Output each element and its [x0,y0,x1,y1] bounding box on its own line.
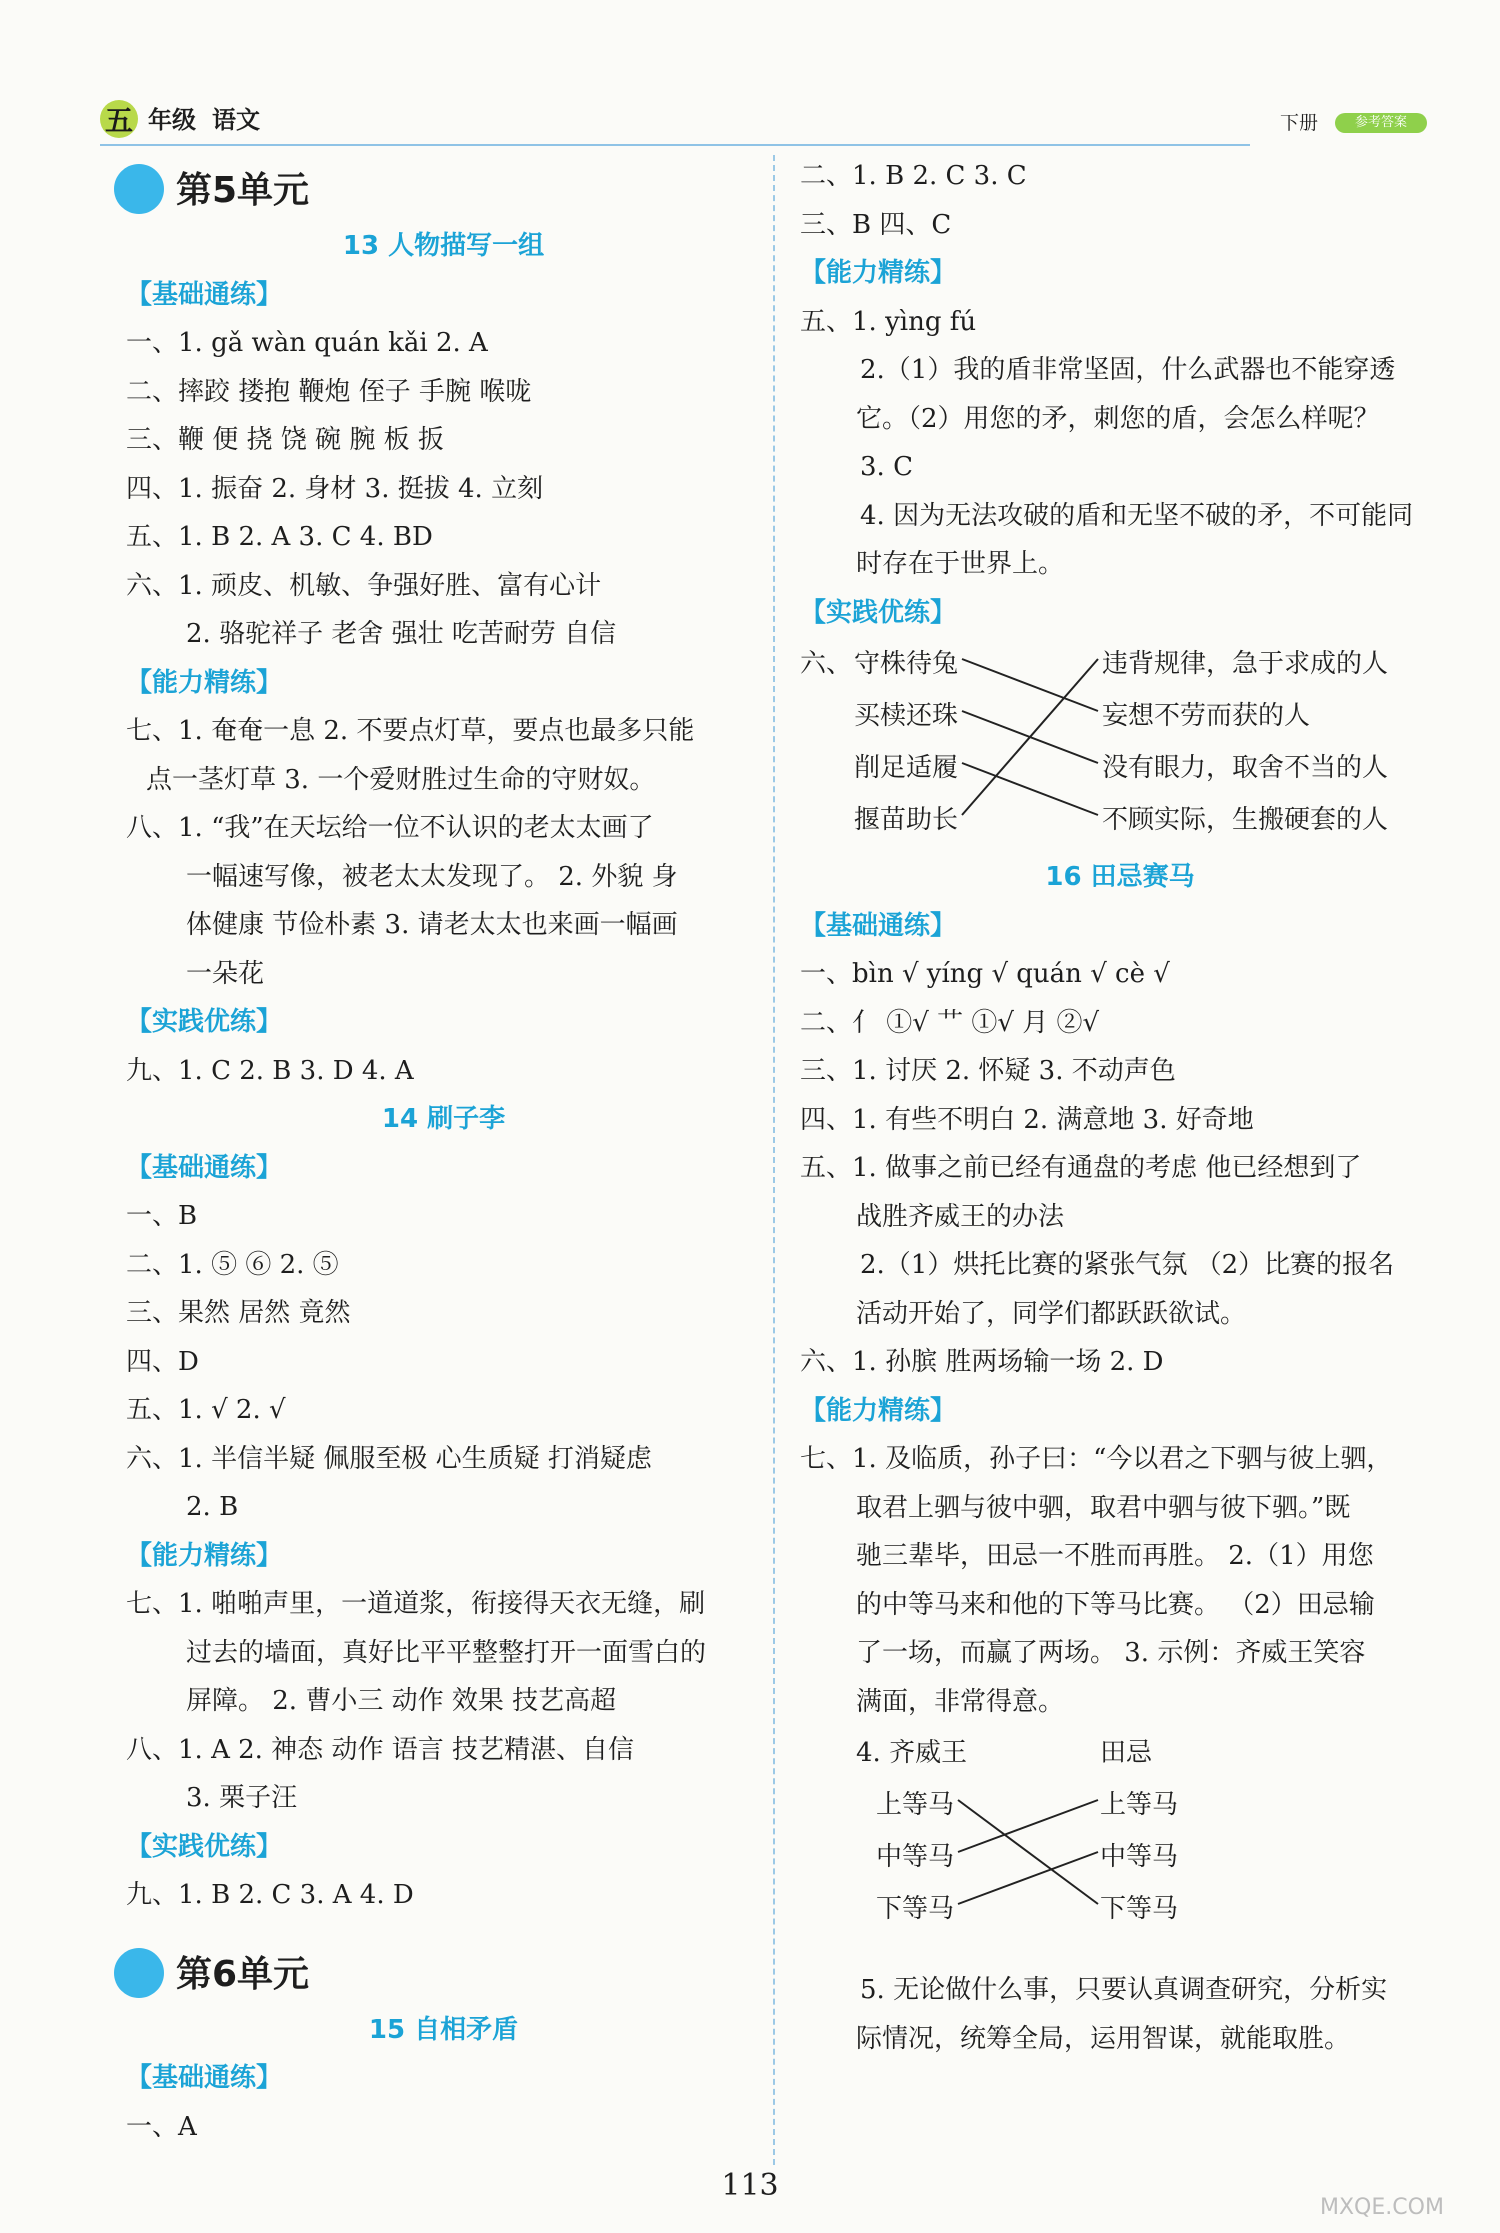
answer-line: 五、1. yìng fú [800,306,977,337]
match-right-item: 没有眼力，取舍不当的人 [1102,753,1389,783]
answer-line: 二、1. ⑤ ⑥ 2. ⑤ [126,1249,339,1280]
lesson-title: 15 自相矛盾 [368,2014,519,2045]
column-divider [773,155,775,2165]
answer-line: 五、1. 做事之前已经有通盘的考虑 他已经想到了 [800,1153,1362,1183]
unit-dot-icon [114,1948,164,1998]
unit-heading [114,156,761,220]
answer-line: 六、1. 孙膑 胜两场输一场 2. D [800,1347,1164,1377]
answer-line: 六、1. 顽皮、机敏、争强好胜、富有心计 [126,570,602,601]
answer-line: 三、果然 居然 竟然 [126,1298,351,1328]
horse-head-right: 田忌 [1100,1738,1153,1768]
answer-line: 3. 栗子汪 [186,1783,298,1813]
answer-line: 一、B [126,1201,198,1231]
answer-line: 活动开始了，同学们都跃跃欲试。 [856,1298,1247,1329]
unit-dot-icon [114,164,164,214]
section-heading: 【能力精练】 [126,1540,283,1571]
match-left-item: 买椟还珠 [854,701,959,731]
answer-line: 取君上驷与彼中驷，取君中驷与彼下驷。”既 [856,1492,1351,1523]
horse-left-item: 下等马 [876,1894,955,1924]
answer-line: 驰三辈毕，田忌一不胜而再胜。 2.（1）用您 [856,1541,1374,1571]
section-heading: 【实践优练】 [126,1007,283,1037]
match-left-item: 削足适履 [854,753,959,783]
answer-line: 三、1. 讨厌 2. 怀疑 3. 不动声色 [800,1056,1176,1086]
answer-line: 八、1. A 2. 神态 动作 语言 技艺精湛、自信 [126,1734,634,1765]
horse-right-item: 下等马 [1100,1894,1179,1924]
match-right-item: 不顾实际，生搬硬套的人 [1102,805,1389,835]
match-right-item: 妄想不劳而获的人 [1102,701,1311,731]
horse-right-item: 中等马 [1100,1842,1179,1872]
answer-line: 一幅速写像，被老太太发现了。 2. 外貌 身 [186,861,678,892]
answer-line: 五、1. B 2. A 3. C 4. BD [126,522,433,552]
unit-heading [114,1940,761,2004]
match-left-item: 守株待兔 [854,649,959,679]
section-heading: 【基础通练】 [126,2063,283,2093]
match-right-item: 违背规律，急于求成的人 [1102,649,1389,679]
section-heading: 【能力精练】 [800,1395,957,1426]
grade-badge: 五 [100,100,138,138]
left-column [126,152,761,2151]
watermark: MXQE.COM [1320,2195,1444,2220]
answer-line: 满面，非常得意。 [856,1686,1065,1717]
answer-line: 九、1. B 2. C 3. A 4. D [126,1880,414,1910]
lesson-title: 14 刷子李 [381,1104,506,1134]
answer-line: 二、1. B 2. C 3. C [800,161,1027,191]
page-number: 113 [721,2168,779,2203]
answer-line: 四、1. 有些不明白 2. 满意地 3. 好奇地 [800,1104,1254,1135]
answer-line: 的中等马来和他的下等马比赛。 （2）田忌输 [856,1589,1375,1620]
answer-line: 二、摔跤 搂抱 鞭炮 侄子 手腕 喉咙 [126,376,532,407]
answer-line: 过去的墙面，真好比平平整整打开一面雪白的 [186,1637,707,1668]
answer-line: 八、1. “我”在天坛给一位不认识的老太太画了 [126,813,654,843]
answer-line: 了一场，而赢了两场。 3. 示例：齐威王笑容 [856,1638,1366,1668]
answer-line: 七、1. 啪啪声里，一道道浆，衔接得天衣无缝，刷 [126,1589,706,1619]
grade-label: 年级 [148,106,196,134]
section-heading: 【能力精练】 [126,667,283,698]
subject-label: 语文 [212,106,260,134]
answer-line: 一朵花 [186,958,265,989]
answer-line: 二、亻 ①√ 艹 ①√ 月 ②√ [800,1007,1100,1038]
horse-left-item: 上等马 [876,1790,955,1820]
answer-line: 四、D [126,1346,199,1377]
lesson-title: 16 田忌赛马 [1045,862,1195,892]
idiom-matching [800,637,1440,853]
section-heading: 【实践优练】 [800,597,957,628]
answer-line: 七、1. 奄奄一息 2. 不要点灯草，要点也最多只能 [126,716,695,746]
header-rule [100,144,1250,146]
answer-line: 5. 无论做什么事，只要认真调查研究，分析实 [860,1975,1388,2005]
answer-line: 2. B [186,1492,239,1522]
unit-title: 第6单元 [176,1953,310,1995]
horse-lines [800,1726,1440,1966]
answer-line: 三、B 四、C [800,209,952,240]
match-left-item: 揠苗助长 [854,805,959,835]
answer-line: 四、1. 振奋 2. 身材 3. 挺拔 4. 立刻 [126,473,544,504]
answer-line: 2. 骆驼祥子 老舍 强壮 吃苦耐劳 自信 [186,619,617,649]
answer-line: 一、1. gǎ wàn quán kǎi 2. A [126,328,488,358]
answer-line: 它。（2）用您的矛，刺您的盾，会怎么样呢？ [856,403,1380,434]
volume-label: 下册 [1280,112,1319,134]
horse-right-item: 上等马 [1100,1790,1179,1820]
section-heading: 【基础通练】 [126,279,283,310]
answer-line: 3. C [860,452,913,482]
answer-line: 体健康 节俭朴素 3. 请老太太也来画一幅画 [186,910,678,940]
answer-line: 九、1. C 2. B 3. D 4. A [126,1055,414,1086]
section-heading: 【基础通练】 [800,910,957,941]
answer-line: 七、1. 及临质，孙子曰：“今以君之下驷与彼上驷， [800,1444,1393,1474]
horse-head-left: 4. 齐威王 [856,1738,968,1768]
answer-line: 屏障。 2. 曹小三 动作 效果 技艺高超 [186,1686,617,1716]
answer-line: 点一茎灯草 3. 一个爱财胜过生命的守财奴。 [146,764,656,795]
answer-line: 一、A [126,2111,197,2142]
section-heading: 【能力精练】 [800,258,957,288]
unit-title: 第5单元 [176,170,310,211]
answer-tag: 参考答案 [1335,113,1427,133]
answer-line: 时存在于世界上。 [856,549,1065,579]
answer-line: 五、1. √ 2. √ [126,1395,286,1425]
lesson-title: 13 人物描写一组 [342,231,545,261]
right-column [800,152,1440,2063]
answer-line: 六、1. 半信半疑 佩服至极 心生质疑 打消疑虑 [126,1443,652,1474]
answer-line: 际情况，统筹全局，运用智谋，就能取胜。 [856,2023,1351,2054]
match-prefix: 六、 [800,649,853,679]
horse-matching [800,1726,1440,1966]
section-heading: 【基础通练】 [126,1152,283,1183]
answer-line: 2.（1）我的盾非常坚固，什么武器也不能穿透 [860,355,1396,385]
answer-line: 一、bìn √ yíng √ quán √ cè √ [800,959,1170,989]
match-lines [800,637,1440,853]
answer-line: 战胜齐威王的办法 [856,1201,1065,1232]
answer-line: 三、鞭 便 挠 饶 碗 腕 板 扳 [126,425,444,455]
answer-line: 4. 因为无法攻破的盾和无坚不破的矛，不可能同 [860,500,1414,531]
answer-line: 2.（1）烘托比赛的紧张气氛 （2）比赛的报名 [860,1250,1395,1280]
section-heading: 【实践优练】 [126,1831,283,1862]
horse-left-item: 中等马 [876,1842,955,1872]
